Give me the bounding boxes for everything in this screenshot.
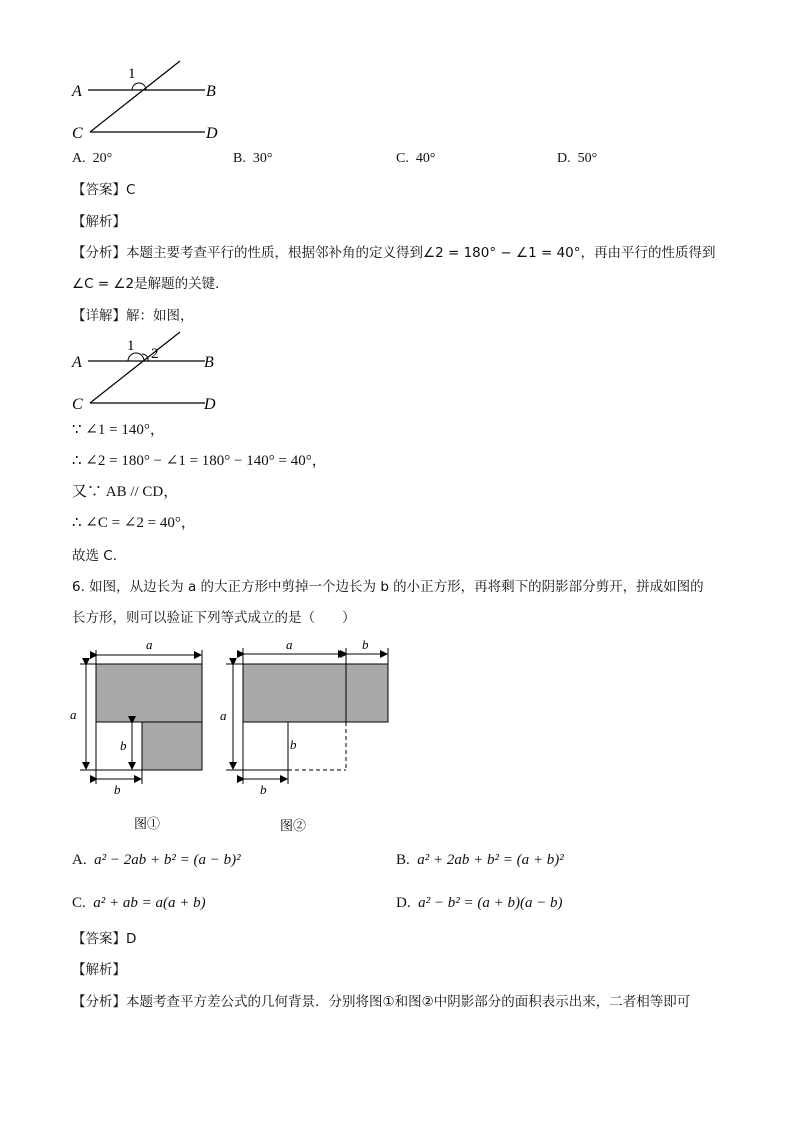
- label-B: B: [204, 354, 214, 371]
- parallel-lines-figure-1: [68, 56, 228, 146]
- label-B: B: [206, 83, 216, 100]
- q6-stem-line2: 长方形，则可以验证下列等式成立的是（ ）: [72, 610, 356, 626]
- analysis-q5-line2: ∠C = ∠2是解题的关键．: [72, 276, 229, 292]
- angle-1-label: 1: [128, 66, 136, 82]
- label-C: C: [72, 125, 83, 142]
- label-A: A: [72, 354, 82, 371]
- figure-1-square: [64, 636, 214, 836]
- q5-option-c: C. 40°: [396, 151, 436, 166]
- q5-option-d: D. 50°: [557, 151, 598, 166]
- dim-b-top: b: [362, 637, 369, 652]
- step-3: 又∵ AB // CD，: [72, 484, 179, 500]
- angle-2-label: 2: [151, 346, 159, 362]
- q5-option-b: B. 30°: [233, 151, 273, 166]
- answer-q6: 【答案】D: [72, 931, 137, 947]
- dim-b-inner: b: [120, 738, 127, 753]
- figure-2-rectangle: [212, 636, 402, 836]
- analysis-q5-line1: 【分析】本题主要考查平行的性质，根据邻补角的定义得到∠2 = 180° − ∠1 = 40°，再由平行的性质得到: [72, 245, 716, 261]
- q6-option-c: C. a² + ab = a(a + b): [72, 895, 206, 911]
- parallel-lines-figure-2: [68, 328, 228, 418]
- answer-q5: 【答案】C: [72, 182, 136, 198]
- q6-option-a: A. a² − 2ab + b² = (a − b)²: [72, 852, 241, 868]
- detail-q5: 【详解】解：如图，: [72, 308, 194, 324]
- dim-b-bottom: b: [114, 782, 121, 797]
- dim-b-bottom: b: [260, 782, 267, 797]
- q5-option-a: A. 20°: [72, 151, 113, 166]
- step-2: ∴ ∠2 = 180° − ∠1 = 180° − 140° = 40°，: [72, 453, 327, 469]
- label-A: A: [72, 83, 82, 100]
- label-D: D: [204, 396, 216, 413]
- jiexi-q5: 【解析】: [72, 214, 126, 230]
- q6-option-d: D. a² − b² = (a + b)(a − b): [396, 895, 563, 911]
- q6-stem-line1: 6. 如图，从边长为 a 的大正方形中剪掉一个边长为 b 的小正方形，再将剩下的阴影部分剪开，拼成如图的: [72, 579, 704, 595]
- angle-1-label: 1: [127, 338, 135, 354]
- analysis-q6-line1: 【分析】本题考查平方差公式的几何背景．分别将图①和图②中阴影部分的面积表示出来，二者相等即可: [72, 994, 691, 1010]
- dim-a-left: a: [220, 708, 227, 723]
- step-1: ∵ ∠1 = 140°，: [72, 422, 165, 438]
- step-5: 故选 C．: [72, 548, 127, 564]
- label-C: C: [72, 396, 83, 413]
- dim-a-top: a: [286, 637, 293, 652]
- dim-a-top: a: [146, 637, 153, 652]
- step-4: ∴ ∠C = ∠2 = 40°，: [72, 515, 196, 531]
- figure-2-caption: 图②: [280, 818, 307, 833]
- dim-a-left: a: [70, 707, 77, 722]
- label-D: D: [206, 125, 218, 142]
- jiexi-q6: 【解析】: [72, 962, 126, 978]
- dim-b-inner: b: [290, 737, 297, 752]
- figure-1-caption: 图①: [134, 816, 161, 831]
- q6-option-b: B. a² + 2ab + b² = (a + b)²: [396, 852, 564, 868]
